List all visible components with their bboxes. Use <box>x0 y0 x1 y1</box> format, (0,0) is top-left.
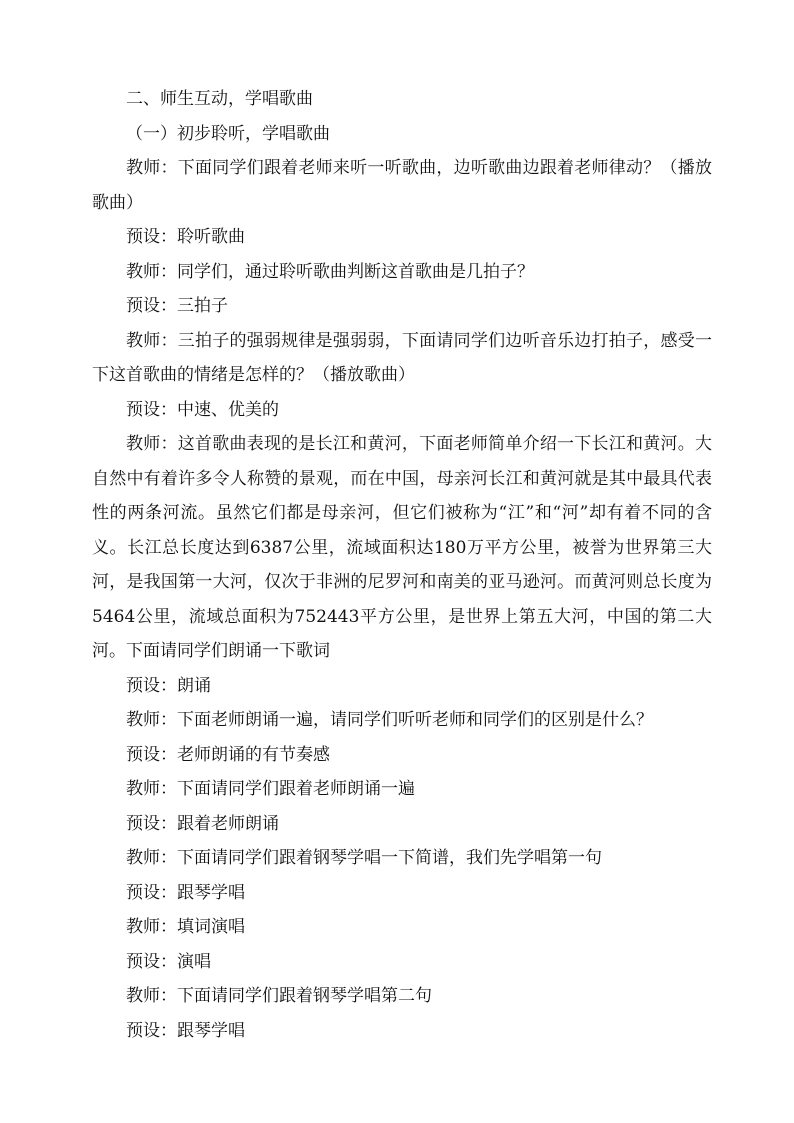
dialogue-paragraph: 教师：下面老师朗诵一遍，请同学们听听老师和同学们的区别是什么？ <box>126 710 653 730</box>
dialogue-paragraph: 预设：朗诵 <box>126 675 211 696</box>
dialogue-paragraph: 教师：下面同学们跟着老师来听一听歌曲，边听歌曲边跟着老师律动？（播放歌曲） <box>92 158 712 213</box>
subsection-heading: （一）初步聆听，学唱歌曲 <box>126 123 330 144</box>
document-body <box>92 82 712 1048</box>
dialogue-paragraph: 教师：下面请同学们跟着钢琴学唱第二句 <box>126 986 432 1006</box>
dialogue-paragraph: 预设：聆听歌曲 <box>126 227 245 247</box>
dialogue-paragraph: 预设：中速、优美的 <box>126 399 279 420</box>
dialogue-paragraph: 教师：同学们，通过聆听歌曲判断这首歌曲是几拍子？ <box>126 261 534 282</box>
dialogue-paragraph: 教师：填词演唱 <box>126 917 245 937</box>
dialogue-paragraph: 预设：跟琴学唱 <box>126 1020 245 1041</box>
dialogue-paragraph: 预设：老师朗诵的有节奏感 <box>126 744 330 765</box>
dialogue-paragraph: 教师：下面请同学们跟着老师朗诵一遍 <box>126 779 415 799</box>
dialogue-paragraph: 教师：三拍子的强弱规律是强弱弱，下面请同学们边听音乐边打拍子，感受一下这首歌曲的情绪是怎样的？（播放歌曲） <box>92 330 712 385</box>
section-heading: 二、师生互动，学唱歌曲 <box>126 89 313 109</box>
dialogue-paragraph: 预设：三拍子 <box>126 296 228 316</box>
dialogue-paragraph: 教师：下面请同学们跟着钢琴学唱一下简谱，我们先学唱第一句 <box>126 848 602 868</box>
dialogue-paragraph: 预设：演唱 <box>126 951 211 972</box>
dialogue-paragraph: 教师：这首歌曲表现的是长江和黄河，下面老师简单介绍一下长江和黄河。大自然中有着许多令人称赞的景观，而在中国，母亲河长江和黄河就是其中最具代表性的两条河流。虽然它们都是母亲河，但它们被称为“江”和“河”却有着不同的含义。长江总长度达到6387公里，流域面积达180万平方公里，被誉为世界第三大河，是我国第一大河，仅次于非洲的尼罗河和南美的亚马逊河。而黄河则总长度为5464公里，流域总面积为752443平方公里，是世界上第五大河，中国的第二大河。下面请同学们朗诵一下歌词 <box>92 434 712 661</box>
dialogue-paragraph: 预设：跟琴学唱 <box>126 882 245 903</box>
dialogue-paragraph: 预设：跟着老师朗诵 <box>126 813 279 834</box>
